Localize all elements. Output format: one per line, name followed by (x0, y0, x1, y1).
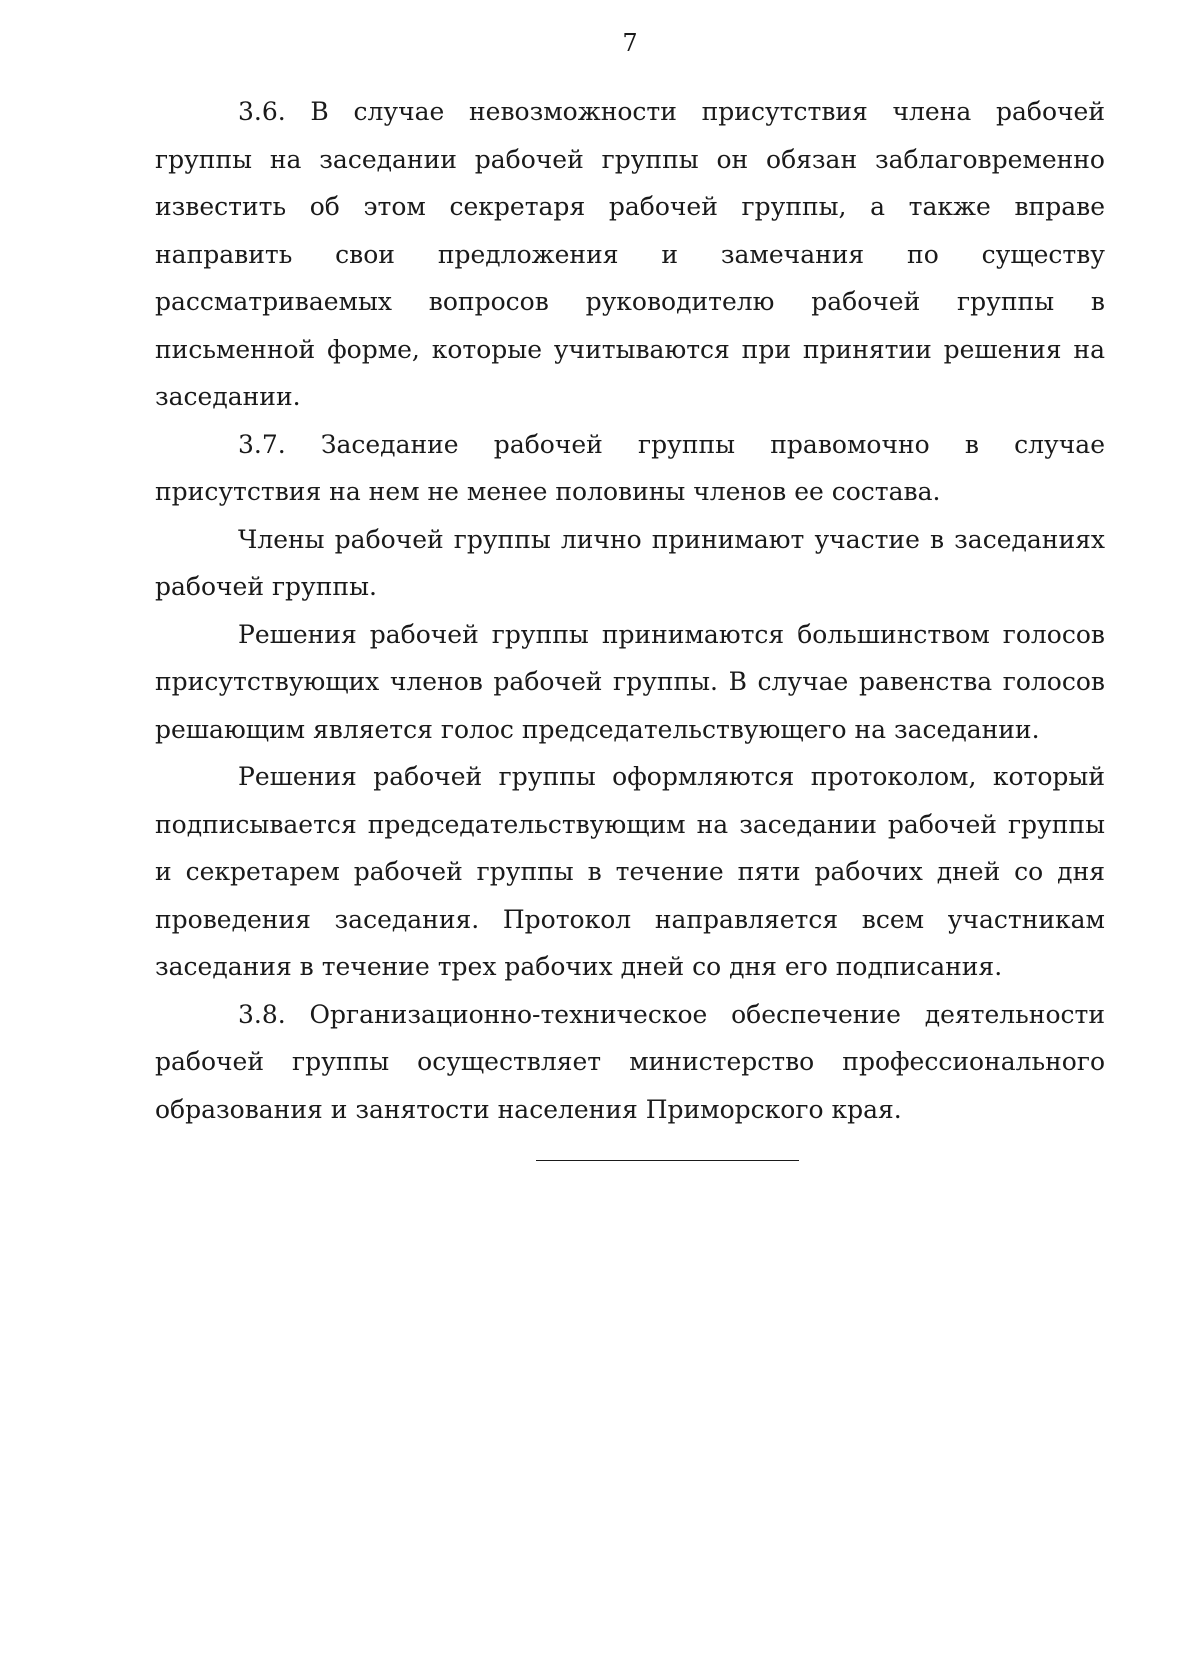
paragraph-members-participation: Члены рабочей группы лично принимают участие в заседаниях рабочей группы. (155, 524, 1105, 601)
paragraph-decision-voting: Решения рабочей группы принимаются большинством голосов присутствующих членов рабочей группы. В случае равенства голосов решающим является голос председательствующего на заседании. (155, 619, 1105, 744)
paragraph-3-7: 3.7. Заседание рабочей группы правомочно в случае присутствия на нем не менее половины членов ее состава. (155, 429, 1105, 506)
paragraph-3-6: 3.6. В случае невозможности присутствия члена рабочей группы на заседании рабочей группы он обязан заблаговременно известить об этом секретаря рабочей группы, а также вправе направить свои предложения и замечания по существу рассматриваемых вопросов руководителю рабочей группы в письменной форме, которые учитываются при принятии решения на заседании. (155, 97, 1105, 411)
end-separator-line (536, 1160, 799, 1161)
document-body (155, 88, 1105, 1133)
paragraph-3-8: 3.8. Организационно-техническое обеспечение деятельности рабочей группы осуществляет министерство профессионального образования и занятости населения Приморского края. (155, 999, 1105, 1124)
paragraph-decision-protocol: Решения рабочей группы оформляются протоколом, который подписывается председательствующим на заседании рабочей группы и секретарем рабочей группы в течение пяти рабочих дней со дня проведения заседания. Протокол направляется всем участникам заседания в течение трех рабочих дней со дня его подписания. (155, 762, 1105, 981)
page-number: 7 (622, 29, 638, 57)
